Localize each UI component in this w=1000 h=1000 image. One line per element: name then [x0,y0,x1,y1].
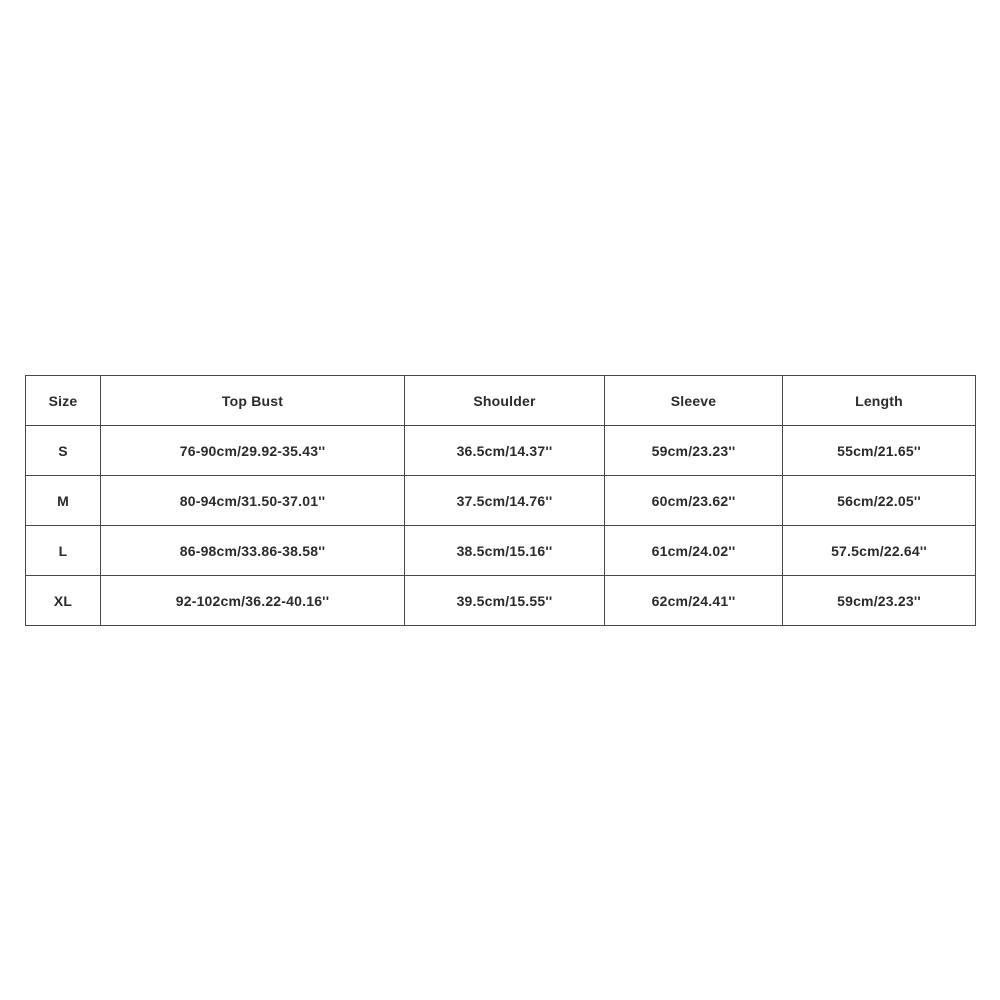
cell-size: L [26,526,101,576]
header-row [26,376,976,426]
cell-shoulder: 36.5cm/14.37'' [405,426,605,476]
cell-top-bust: 86-98cm/33.86-38.58'' [101,526,405,576]
header-cell-shoulder: Shoulder [405,376,605,426]
table-row-l [26,526,976,576]
table-row-xl [26,576,976,626]
cell-sleeve: 62cm/24.41'' [605,576,783,626]
cell-size: XL [26,576,101,626]
cell-top-bust: 92-102cm/36.22-40.16'' [101,576,405,626]
header-cell-length: Length [783,376,976,426]
cell-sleeve: 59cm/23.23'' [605,426,783,476]
cell-top-bust: 76-90cm/29.92-35.43'' [101,426,405,476]
header-cell-size: Size [26,376,101,426]
size-chart-table [25,375,976,626]
cell-sleeve: 61cm/24.02'' [605,526,783,576]
cell-length: 59cm/23.23'' [783,576,976,626]
table-row-s [26,426,976,476]
cell-shoulder: 37.5cm/14.76'' [405,476,605,526]
cell-size: S [26,426,101,476]
cell-size: M [26,476,101,526]
header-cell-sleeve: Sleeve [605,376,783,426]
cell-length: 57.5cm/22.64'' [783,526,976,576]
cell-length: 56cm/22.05'' [783,476,976,526]
cell-sleeve: 60cm/23.62'' [605,476,783,526]
cell-top-bust: 80-94cm/31.50-37.01'' [101,476,405,526]
header-cell-top-bust: Top Bust [101,376,405,426]
cell-shoulder: 38.5cm/15.16'' [405,526,605,576]
cell-shoulder: 39.5cm/15.55'' [405,576,605,626]
table-row-m [26,476,976,526]
cell-length: 55cm/21.65'' [783,426,976,476]
